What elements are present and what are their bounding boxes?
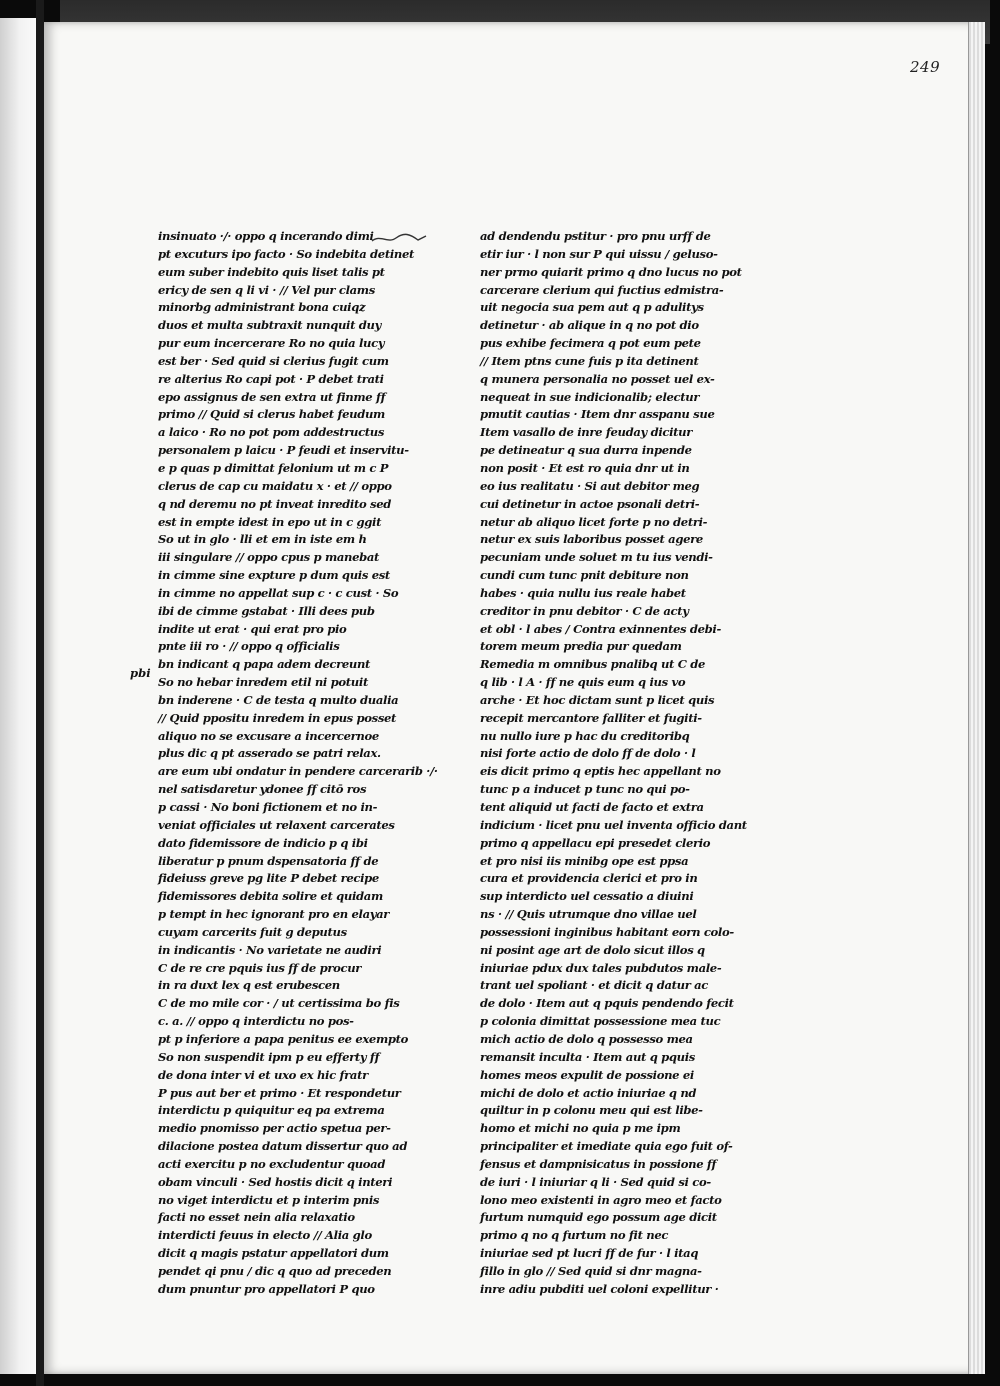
- left-column-line: fidemissores debita solire et quidam: [158, 889, 383, 904]
- left-column-line: liberatur p pnum dspensatoria ff de: [158, 853, 379, 868]
- left-column-line: P pus aut ber et primo · Et respondetur: [158, 1085, 401, 1100]
- left-column-line: obam vinculi · Sed hostis dicit q interi: [158, 1174, 393, 1189]
- right-column-line: ner prmo quiarit primo q dno lucus no pot: [480, 264, 742, 279]
- right-column-line: eo ius realitatu · Si aut debitor meg: [480, 478, 700, 493]
- left-column-line: in cimme no appellat sup c · c cust · So: [158, 585, 399, 600]
- right-column-line: eis dicit primo q eptis hec appellant no: [480, 764, 721, 779]
- left-column-line: dato fidemissore de indicio p q ibi: [158, 835, 368, 850]
- right-column-line: mich actio de dolo q possesso mea: [480, 1031, 693, 1046]
- right-column-line: iniuriae sed pt lucri ff de fur · l itaq: [480, 1246, 699, 1261]
- left-column-line: C de mo mile cor · / ut certissima bo fis: [158, 996, 400, 1011]
- right-text-column: [480, 228, 747, 1299]
- left-column-line: q nd deremu no pt inveat inredito sed: [158, 496, 391, 511]
- left-column-line: est in empte idest in epo ut in c ggit: [158, 514, 382, 529]
- right-column-line: q lib · l A · ff ne quis eum q ius vo: [480, 675, 686, 690]
- right-column-line: lono meo existenti in agro meo et facto: [480, 1192, 722, 1207]
- left-column-line: no viget interdictu et p interim pnis: [158, 1192, 380, 1207]
- left-column-line: in cimme sine expture p dum quis est: [158, 568, 390, 583]
- left-column-line: iii singulare // oppo cpus p manebat: [158, 550, 380, 565]
- right-column-line: torem meum predia pur quedam: [480, 639, 682, 654]
- left-column-line: pt p inferiore a papa penitus ee exempto: [158, 1031, 409, 1046]
- right-column-line: pus exhibe fecimera q pot eum pete: [480, 336, 701, 351]
- right-column-line: netur ab aliquo licet forte p no detri-: [480, 514, 708, 529]
- left-column-line: medio pnomisso per actio spetua per-: [158, 1121, 391, 1136]
- right-column-line: tent aliquid ut facti de facto et extra: [480, 800, 704, 814]
- page-fore-edge: [968, 22, 985, 1374]
- left-column-line: de dona inter vi et uxo ex hic fratr: [158, 1067, 368, 1082]
- right-column-line: ad dendendu pstitur · pro pnu urff de: [480, 229, 711, 243]
- left-column-line: are eum ubi ondatur in pendere carcerarib ·/·: [158, 764, 438, 779]
- left-column-line: pur eum incercerare Ro no quia lucy: [158, 336, 385, 351]
- right-column-line: arche · Et hoc dictam sunt p licet quis: [480, 692, 715, 707]
- right-column-line: nisi forte actio de dolo ff de dolo · l: [480, 746, 696, 761]
- right-column-line: de iuri · l iniuriar q li · Sed quid si co-: [480, 1174, 711, 1189]
- left-column-line: dilacione postea datum dissertur quo ad: [158, 1139, 408, 1154]
- right-column-line: non posit · Et est ro quia dnr ut in: [480, 460, 690, 475]
- left-column-line: interdicti feuus in electo // Alia glo: [158, 1228, 372, 1243]
- left-column-line: minorbg administrant bona cuiqz: [158, 300, 366, 315]
- right-column-line: et pro nisi iis minibg ope est ppsa: [480, 853, 689, 868]
- right-column-line: uit negocia sua pem aut q p adulitys: [480, 300, 704, 315]
- right-column-line: Item vasallo de inre feuday dicitur: [480, 425, 692, 440]
- left-column-line: p cassi · No boni fictionem et no in-: [158, 800, 378, 814]
- left-column-line: personalem p laicu · P feudi et inservitu-: [158, 443, 409, 458]
- right-column-line: ns · // Quis utrumque dno villae uel: [480, 907, 697, 922]
- left-column-line: ericy de sen q li vi · // Vel pur clams: [158, 282, 375, 297]
- right-column-line: creditor in pnu debitor · C de acty: [480, 603, 689, 618]
- right-column-line: primo q no q furtum no fit nec: [480, 1228, 669, 1243]
- left-column-line: clerus de cap cu maidatu x · et // oppo: [158, 478, 392, 493]
- right-column-line: sup interdicto uel cessatio a diuini: [480, 889, 694, 904]
- right-column-line: q munera personalia no posset uel ex-: [480, 371, 715, 386]
- left-column-line: primo // Quid si clerus habet feudum: [158, 407, 385, 422]
- right-column-line: primo q appellacu epi presedet clerio: [480, 835, 711, 850]
- right-column-line: nu nullo iure p hac du creditoribq: [480, 728, 690, 743]
- left-column-line: ibi de cimme gstabat · Illi dees pub: [158, 603, 375, 618]
- right-column-line: inre adiu pubditi uel coloni expellitur ·: [480, 1281, 719, 1296]
- binding-gutter: [36, 0, 44, 1386]
- left-column-line: interdictu p quiquitur eq pa extrema: [158, 1103, 385, 1118]
- right-column-line: Remedia m omnibus pnalibq ut C de: [480, 657, 706, 672]
- left-column-line: So non suspendit ipm p eu efferty ff: [158, 1049, 380, 1064]
- right-column-line: pe detineatur q sua durra inpende: [480, 443, 692, 458]
- right-column-line: quiltur in p colonu meu qui est libe-: [480, 1103, 703, 1118]
- left-column-line: p tempt in hec ignorant pro en elayar: [158, 907, 390, 922]
- left-column-line: insinuato ·/· oppo q incerando dimi: [158, 229, 374, 243]
- left-column-line: duos et multa subtraxit nunquit duy: [158, 318, 381, 333]
- left-text-column: [158, 228, 438, 1299]
- right-column-line: fillo in glo // Sed quid si dnr magna-: [480, 1263, 702, 1278]
- right-column-line: homes meos expulit de possione ei: [480, 1067, 694, 1082]
- right-column-line: recepit mercantore falliter et fugiti-: [480, 710, 702, 725]
- right-column-line: de dolo · Item aut q pquis pendendo fecit: [480, 996, 734, 1011]
- left-column-line: aliquo no se excusare a incercernoe: [158, 728, 379, 743]
- left-column-line: bn indicant q papa adem decreunt: [158, 657, 371, 672]
- left-column-line: pnte iii ro · // oppo q officialis: [158, 639, 340, 654]
- right-column-line: tunc p a inducet p tunc no qui po-: [480, 782, 690, 797]
- left-column-line: plus dic q pt asserado se patri relax.: [158, 746, 381, 761]
- right-column-line: nequeat in sue indicionalib; electur: [480, 389, 700, 404]
- right-column-line: et obl · l abes / Contra exinnentes debi-: [480, 621, 721, 636]
- right-column-line: carcerare clerium qui fuctius edmistra-: [480, 282, 724, 297]
- folio-number: 249: [910, 58, 941, 76]
- left-column-line: cuyam carcerits fuit g deputus: [158, 924, 347, 939]
- right-column-line: principaliter et imediate quia ego fuit of-: [480, 1139, 733, 1154]
- right-column-line: // Item ptns cune fuis p ita detinent: [480, 353, 699, 368]
- right-column-line: remansit inculta · Item aut q pquis: [480, 1049, 695, 1064]
- right-column-line: cura et providencia clerici et pro in: [480, 871, 698, 886]
- left-column-line: facti no esset nein alia relaxatio: [158, 1210, 355, 1225]
- right-column-line: pmutit cautias · Item dnr asspanu sue: [480, 407, 715, 422]
- left-column-line: fideiuss greve pg lite P debet recipe: [158, 871, 379, 886]
- left-column-line: indite ut erat · qui erat pro pio: [158, 621, 347, 636]
- right-column-line: michi de dolo et actio iniuriae q nd: [480, 1085, 697, 1100]
- left-column-line: C de re cre pquis ius ff de procur: [158, 960, 362, 975]
- right-column-line: trant uel spoliant · et dicit q datur ac: [480, 978, 709, 993]
- left-column-line: // Quid ppositu inredem in epus posset: [158, 710, 397, 725]
- left-column-line: in ra duxt lex q est erubescen: [158, 978, 340, 993]
- right-column-line: cui detinetur in actoe psonali detri-: [480, 496, 700, 511]
- left-column-line: e p quas p dimittat felonium ut m c P: [158, 460, 389, 475]
- left-column-line: pendet qi pnu / dic q quo ad preceden: [158, 1263, 392, 1278]
- left-column-line: est ber · Sed quid si clerius fugit cum: [158, 353, 389, 368]
- right-column-line: fensus et dampnisicatus in possione ff: [480, 1156, 717, 1171]
- left-column-line: a laico · Ro no pot pom addestructus: [158, 425, 385, 440]
- right-column-line: netur ex suis laboribus posset agere: [480, 532, 703, 547]
- left-column-line: pt excuturs ipo facto · So indebita detinet: [158, 246, 414, 261]
- right-column-line: indicium · licet pnu uel inventa officio dant: [480, 817, 747, 832]
- right-column-line: possessioni inginibus habitant eorn colo-: [480, 924, 734, 939]
- left-column-line: eum suber indebito quis liset talis pt: [158, 264, 385, 279]
- right-column-line: habes · quia nullu ius reale habet: [480, 585, 686, 600]
- right-column-line: etir iur · l non sur P qui uissu / geluso-: [480, 246, 718, 261]
- left-column-line: nel satisdaretur ydonee ff citō ros: [158, 782, 367, 797]
- left-column-line: veniat officiales ut relaxent carcerates: [158, 817, 395, 832]
- left-column-line: dum pnuntur pro appellatori P quo: [158, 1281, 375, 1296]
- right-column-line: furtum numquid ego possum age dicit: [480, 1210, 717, 1225]
- left-column-line: re alterius Ro capi pot · P debet trati: [158, 371, 384, 386]
- right-column-line: detinetur · ab alique in q no pot dio: [480, 318, 699, 333]
- right-column-line: pecuniam unde soluet m tu ius vendi-: [480, 550, 713, 565]
- left-column-line: So ut in glo · lli et em in iste em h: [158, 532, 367, 547]
- right-column-line: ni posint age art de dolo sicut illos q: [480, 942, 705, 957]
- previous-leaf-edge: [0, 18, 38, 1374]
- left-column-line: c. a. // oppo q interdictu no pos-: [158, 1014, 354, 1029]
- left-column-line: epo assignus de sen extra ut finme ff: [158, 389, 386, 404]
- right-column-line: cundi cum tunc pnit debiture non: [480, 568, 689, 583]
- right-column-line: iniuriae pdux dux tales pubdutos male-: [480, 960, 722, 975]
- right-column-line: p colonia dimittat possessione mea tuc: [480, 1014, 721, 1029]
- left-column-line: bn inderene · C de testa q multo dualia: [158, 692, 399, 707]
- left-column-line: So no hebar inredem etil ni potuit: [158, 675, 368, 690]
- left-column-line: in indicantis · No varietate ne audiri: [158, 942, 382, 957]
- margin-note: pbi: [130, 666, 151, 680]
- left-column-line: acti exercitu p no excludentur quoad: [158, 1156, 386, 1171]
- left-column-line: dicit q magis pstatur appellatori dum: [158, 1246, 389, 1261]
- right-column-line: homo et michi no quia p me ipm: [480, 1121, 681, 1136]
